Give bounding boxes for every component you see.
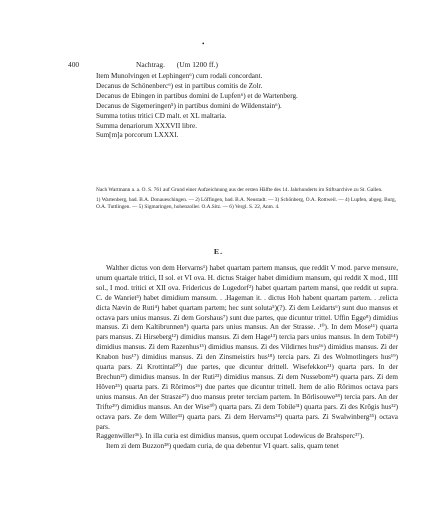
date-range: (Um 1200 ff.) — [176, 60, 218, 69]
record-line: Summa totius tritici CD malt. et XL maltaria. — [96, 111, 227, 120]
running-title: Nachtrag. — [136, 60, 165, 69]
record-lines — [96, 72, 396, 141]
footnotes: 1) Wartenberg, bad. B.A. Donaueschingen. — 2) Löffingen, bad. B.A. Neustadt. — 3) Schönberg, O.A. Rottweil. — 4) Lupfen, abgeg. Burg, O.A. Tuttlingen. — 5) Sigmaringen, hohenzoller. O.A.Sitz. — 6) Vergl. S. 22, Anm. 4. — [96, 197, 396, 211]
paragraph: Raggenwiller³⁶). In illa curia est dimidius mansus, quem occupat Lodewicus de Brahsperc³⁷). — [96, 432, 364, 441]
record-line: Sum[m]a porcorum LXXXI. — [96, 131, 179, 140]
note-intro: Nach Wartmann a. a. O. S. 761 auf Grund einer Aufzeichnung aus der ersten Hälfte des 14. Jahrhunderts im Stiftsarchive zu St. Gallen. — [96, 187, 383, 193]
running-title-group — [136, 59, 218, 70]
source-note — [96, 187, 396, 212]
paragraph: Item zi dem Buzzon³⁸) quedam curia, de qua debentur VI quart. salis, quam tenet — [106, 442, 339, 451]
page-mark: • — [202, 40, 205, 48]
record-line: Decanus de Ebingen in partibus domini de Lupfen⁶) et de Wartenberg. — [96, 91, 298, 100]
record-line: Decanus de Sigemeringen⁵) in partibus domini de Wildenstain⁶). — [96, 101, 282, 110]
page-number: 400 — [68, 60, 80, 69]
record-line: Item Munolvingen et Lephingen⁶) cum rodali concordant. — [96, 72, 263, 80]
paragraph: Walther dictus von dem Hervarns¹) habet quartam partem mansus, que reddit V mod. parve mensure, unum quartale tritici, II sol. et VI ova. H. dictus Staiger habet dimidium mansum, qui reddit X mod., IIII sol., I mod. tritici et XII ova. Fridericus de Lugedorf²) habet quartam partem mansi, que reddit ut supra. C. de Wanriet³) habet dimidium mansum. . .Hageman it. . dictus Hoh habent quartam partem. . .relicta dicta Nævin de Ruti⁴) habet quartam partem; hec sunt soluta⁵)(?). Zi dem Leidarts⁶) sunt duo mansus et octava pars unius mansus. Zi dem Gorshaus⁷) sunt due partes, que dicuntur trittel. Uffin Egge⁸) dimidius mansus. Zi dem Kaltibrunnen⁹) quarta pars unius mansus. An der Strasse. .¹⁰). In dem Mose¹¹) quarta pars mansus. Zi Hirseberg¹²) dimidius mansus. Zi dem Hage¹³) tercia pars unius mansus. In dem Tobil¹⁴) dimidius mansus. Zi dem Razenhus¹⁵) dimidius mansus. Zi des Vildirnes hus¹⁶) dimidius mansus. Zi der Knabon hus¹⁷) dimidius mansus. Zi den Zinsmeistirs hus¹⁸) tercia pars. Zi des Wolmotlingers hus¹⁹) quarta pars. Zi Krottintal²⁰) due partes, que dicuntur drittell. Wisefekkon²¹) quarta pars. In der Brechun²²) dimidius mansus. In der Ruti²³) dimidius mansus. Zi dem Nussebom²⁴) quarta pars. Zi dem Hôven²⁵) quarta pars. Zi Rôrimos²⁶) due partes que dicuntur trittell. Item de alio Rôrimos octava pars unius mansus. An der Strasze²⁷) duo mansus preter terciam partem. In Bôrlisouwe²⁸) tercia pars. An der Trifte²⁹) dimidius mansus. An der Wise³⁰) quarta pars. Zi dem Tobile³¹) quarta pars. Zi des Krôgis hus³²) octava pars. Ze dem Willer³³) quarta pars. Zi dem Hervarns³⁴) quarta pars. Zi Swalwinberg³⁵) octava pars. — [96, 264, 398, 431]
running-header — [68, 59, 386, 70]
record-line: Decanus de Schönenberc⁶) est in partibus comitis de Zolr. — [96, 81, 263, 90]
section-title: E. — [213, 247, 224, 256]
body-text — [96, 264, 398, 452]
record-line: Summa denariorum XXXVII libre. — [96, 121, 198, 130]
